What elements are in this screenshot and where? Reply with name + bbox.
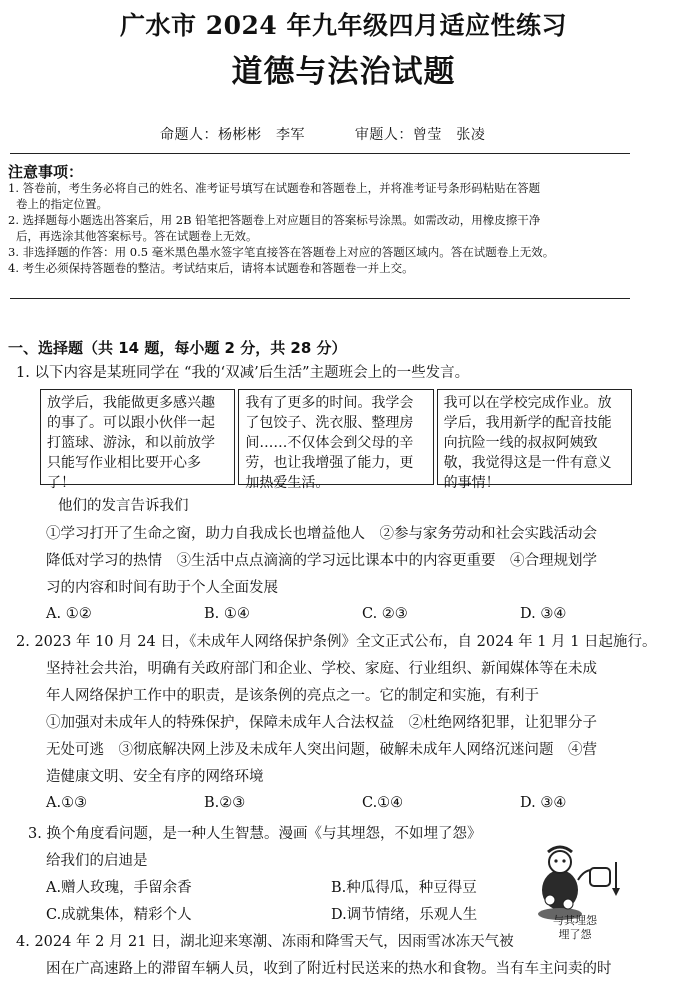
- cartoon-caption-line: 埋了怨: [558, 928, 592, 941]
- option-d[interactable]: D. ③④: [520, 606, 567, 622]
- q2-options: [46, 795, 678, 811]
- note-line: 4. 考生必须保持答题卷的整洁。考试结束后，请将本试题卷和答题卷一并上交。: [8, 261, 414, 275]
- option-d[interactable]: D. ③④: [520, 795, 567, 811]
- option-b[interactable]: B.②③: [204, 795, 246, 811]
- q3-stem-line: 3. 换个角度看问题，是一种人生智慧。漫画《与其埋怨，不如埋了怨》: [28, 826, 482, 842]
- note-line: 3. 非选择题的作答：用 0.5 毫米黑色墨水签字笔直接答在答题卷上对应的答题区域内。答在试题卷上无效。: [8, 245, 555, 259]
- q4-stem-line: 4. 2024 年 2 月 21 日，湖北迎来寒潮、冻雨和降雪天气，因雨雪冰冻天气被: [16, 934, 514, 950]
- note-line: 卷上的指定位置。: [16, 197, 108, 211]
- note-line: 2. 选择题每小题选出答案后，用 2B 铅笔把答题卷上对应题目的答案标号涂黑。如需改动，用橡皮擦干净: [8, 213, 541, 227]
- notes-list: [8, 180, 638, 276]
- q2-statement-line: 造健康文明、安全有序的网络环境: [46, 769, 264, 785]
- q1-statement-line: ①学习打开了生命之窗，助力自我成长也增益他人 ②参与家务劳动和社会实践活动会: [46, 526, 597, 542]
- cartoon-caption: [540, 914, 610, 942]
- notes-divider: [10, 298, 630, 299]
- note-line: 1. 答卷前，考生务必将自己的姓名、准考证号填写在试题卷和答题卷上，并将准考证号条形码粘贴在答题: [8, 181, 541, 195]
- authors-label: 命题人：杨彬彬 李军: [160, 127, 305, 143]
- q2-stem-line: 年人网络保护工作中的职责，是该条例的亮点之一。它的制定和实施，有利于: [46, 688, 539, 704]
- exam-subject-title: 道德与法治试题: [231, 54, 456, 90]
- cartoon-caption-line: 与其埋怨: [553, 914, 597, 927]
- option-c[interactable]: C.①④: [362, 795, 404, 811]
- section-heading: 一、选择题（共 14 题，每小题 2 分，共 28 分）: [8, 339, 347, 357]
- header-divider: [10, 153, 630, 154]
- q2-stem-line: 2. 2023 年 10 月 24 日，《未成年人网络保护条例》全文正式公布，自 2024 年 1 月 1 日起施行。: [16, 634, 657, 650]
- q2-statement-line: ①加强对未成年人的特殊保护，保障未成年人合法权益 ②杜绝网络犯罪，让犯罪分子: [46, 715, 597, 731]
- q1-speech-boxes: [40, 389, 632, 491]
- option-b[interactable]: B.种瓜得瓜，种豆得豆: [331, 880, 477, 896]
- option-a[interactable]: A. ①②: [46, 606, 92, 622]
- option-c[interactable]: C. ②③: [362, 606, 408, 622]
- authors-line: [160, 124, 485, 144]
- option-d[interactable]: D.调节情绪，乐观人生: [331, 907, 478, 923]
- note-line: 后，再选涂其他答案标号。答在试题卷上无效。: [16, 229, 258, 243]
- speech-box: 放学后，我能做更多感兴趣的事了。可以跟小伙伴一起打篮球、游泳，和以前放学只能写作业相比要开心多了！: [40, 389, 235, 485]
- exam-title: 广水市 2024 年九年级四月适应性练习: [120, 11, 567, 40]
- q1-statement-line: 降低对学习的热情 ③生活中点点滴滴的学习远比课本中的内容更重要 ④合理规划学: [46, 553, 597, 569]
- option-c[interactable]: C.成就集体，精彩个人: [46, 907, 192, 923]
- q1-statement-line: 习的内容和时间有助于个人全面发展: [46, 580, 278, 596]
- notes-title: 注意事项：: [8, 163, 84, 181]
- q1-options: [46, 606, 678, 622]
- q4-stem-line: 困在广高速路上的滞留车辆人员，收到了附近村民送来的热水和食物。当有车主问卖的时: [46, 961, 612, 977]
- option-b[interactable]: B. ①④: [204, 606, 250, 622]
- reviewers-label: 审题人：曾莹 张凌: [354, 127, 486, 143]
- q3-stem-line: 给我们的启迪是: [46, 853, 148, 869]
- q1-stem: 1. 以下内容是某班同学在 “我的‘双减’后生活”主题班会上的一些发言。: [16, 365, 470, 381]
- option-a[interactable]: A.①③: [46, 795, 88, 811]
- q2-stem-line: 坚持社会共治，明确有关政府部门和企业、学校、家庭、行业组织、新闻媒体等在未成: [46, 661, 597, 677]
- option-a[interactable]: A.赠人玫瑰，手留余香: [46, 880, 192, 896]
- speech-box: 我有了更多的时间。我学会了包饺子、洗衣服、整理房间……不仅体会到父母的辛劳，也让我增强了能力，更加热爱生活。: [238, 389, 433, 485]
- q1-lead: 他们的发言告诉我们: [58, 498, 189, 514]
- speech-box: 我可以在学校完成作业。放学后，我用新学的配音技能向抗险一线的叔叔阿姨致敬，我觉得这是一件有意义的事情！: [437, 389, 632, 485]
- q2-statement-line: 无处可逃 ③彻底解决网上涉及未成年人突出问题，破解未成年人网络沉迷问题 ④营: [46, 742, 597, 758]
